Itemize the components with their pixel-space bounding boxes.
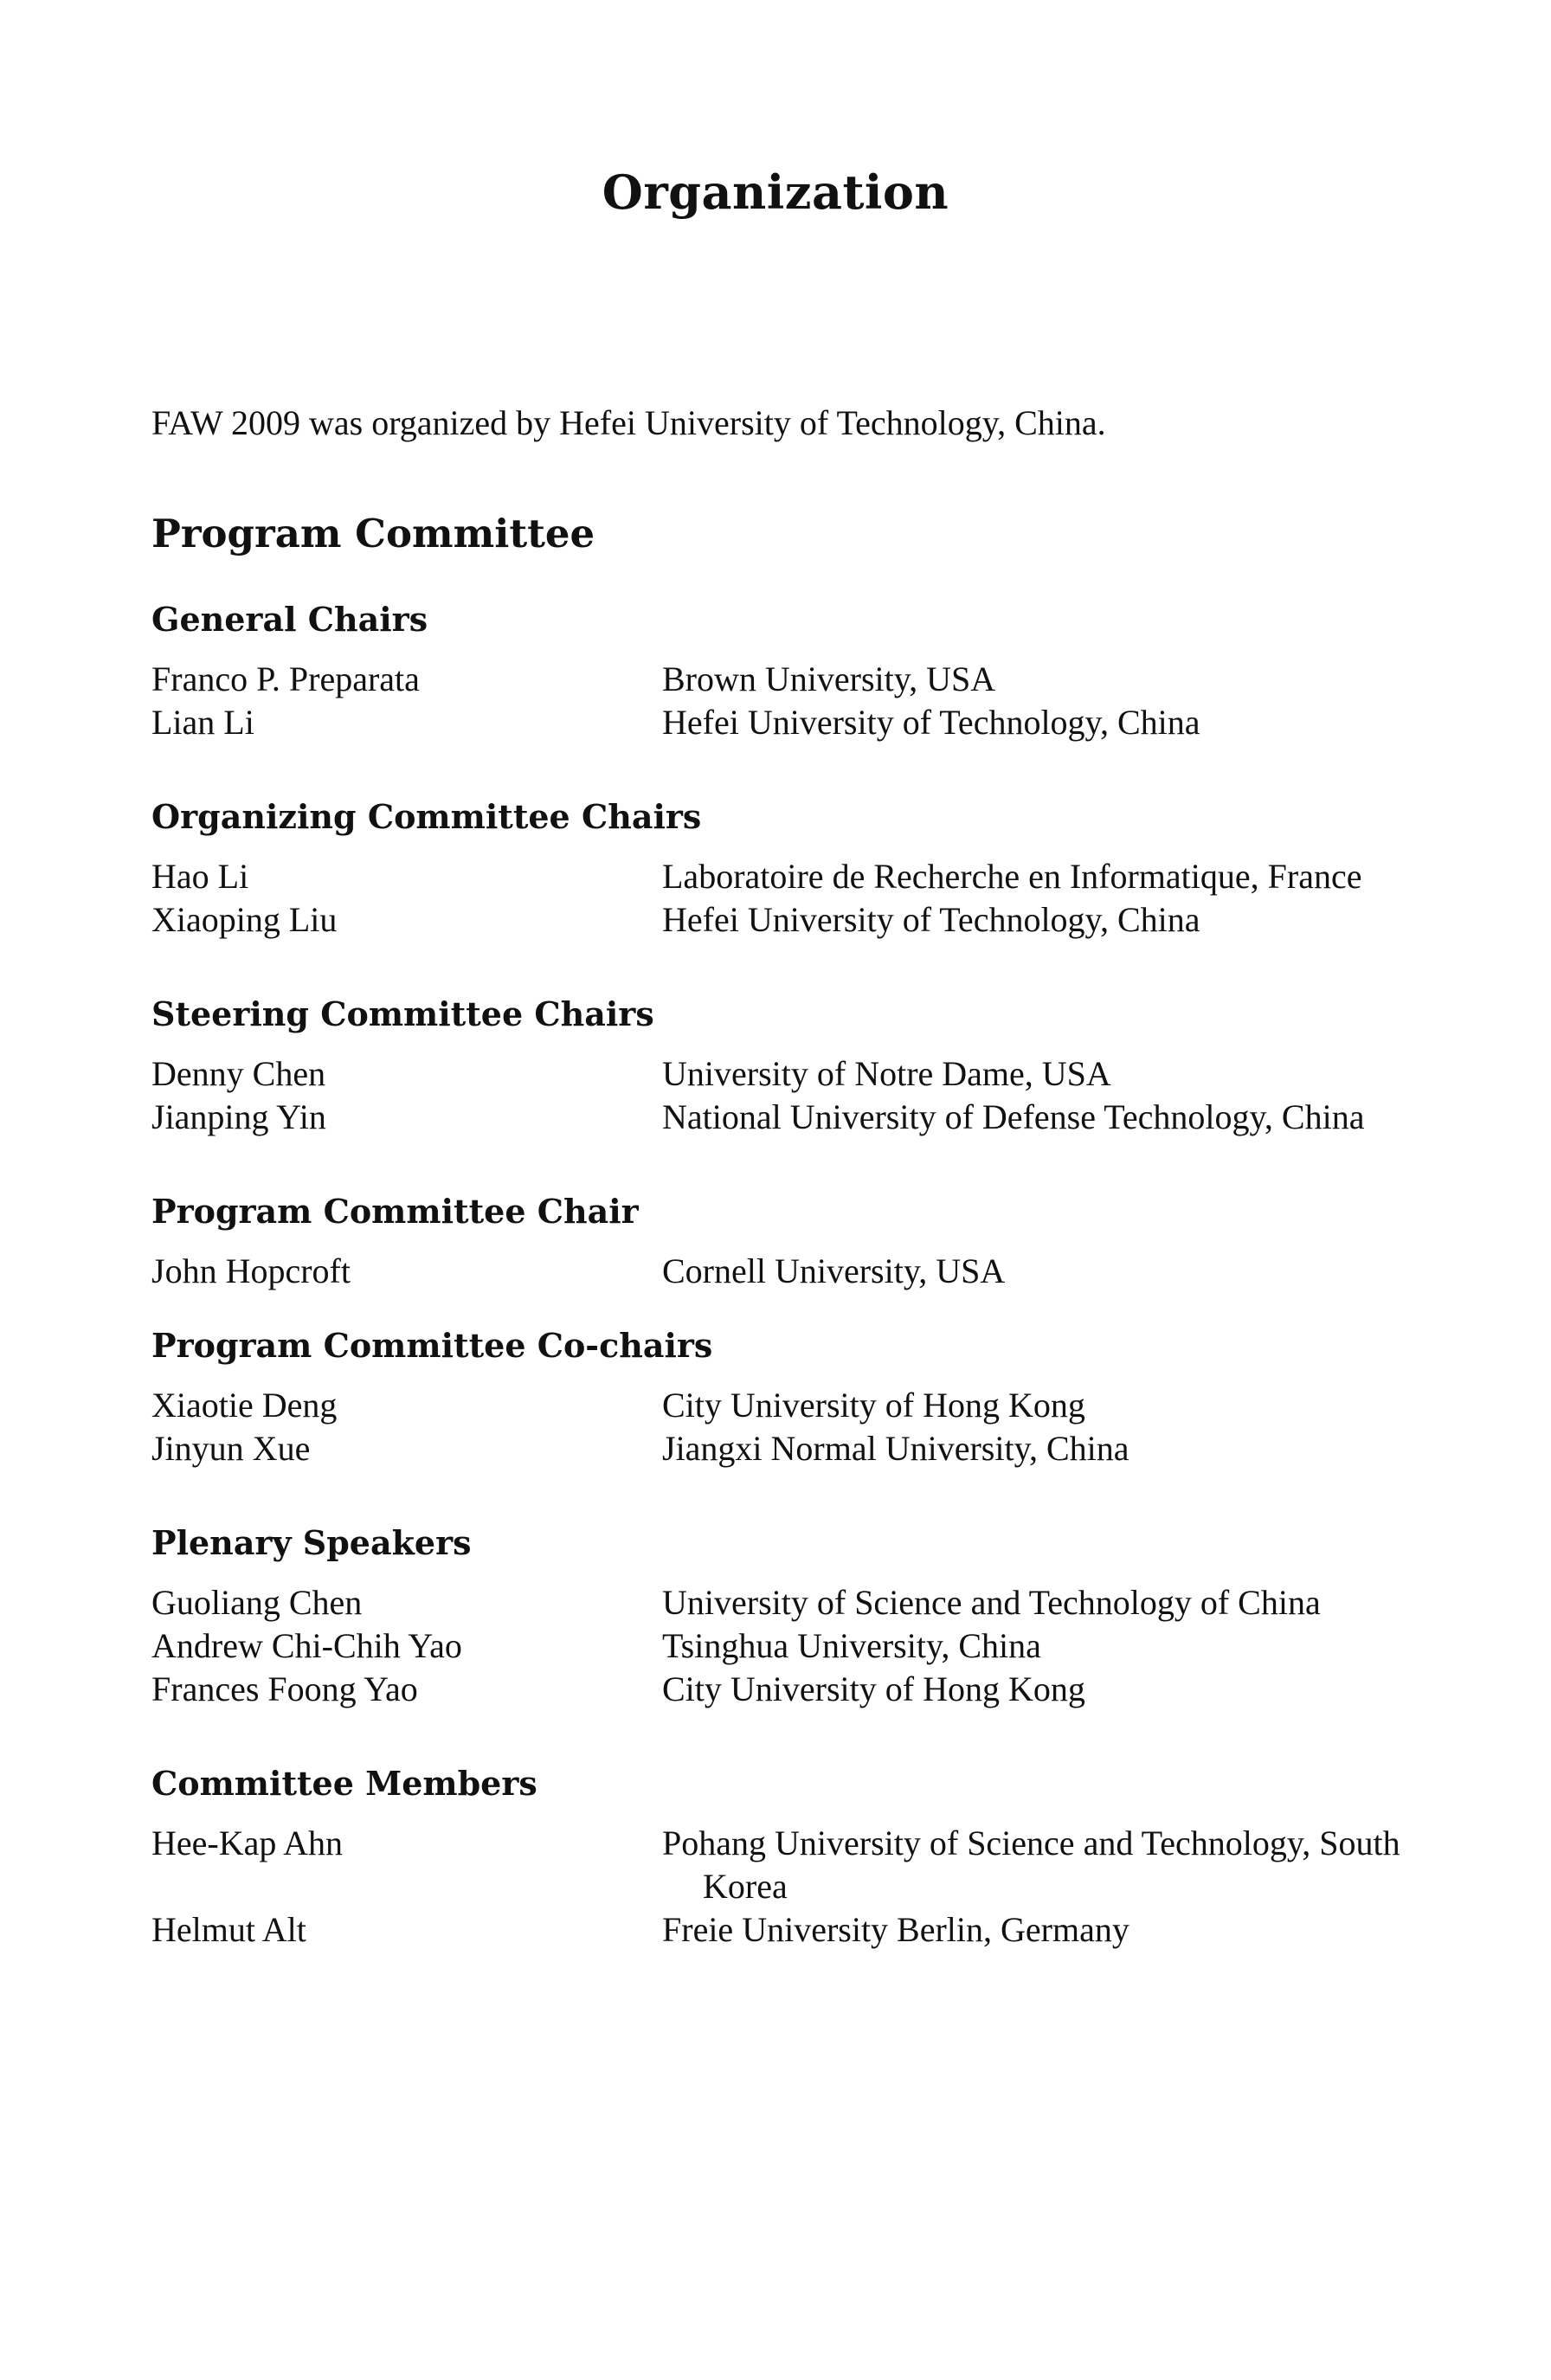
- member-affiliation: University of Notre Dame, USA: [662, 1054, 1111, 1093]
- member-row: [151, 1908, 1415, 1952]
- member-affiliation: Cornell University, USA: [662, 1251, 1006, 1290]
- member-name: Hao Li: [151, 857, 249, 896]
- intro-text: FAW 2009 was organized by Hefei University of Technology, China.: [151, 403, 1106, 442]
- member-affiliation: City University of Hong Kong: [662, 1386, 1085, 1425]
- member-name: Guoliang Chen: [151, 1583, 363, 1622]
- member-name: Jinyun Xue: [151, 1429, 311, 1468]
- member-row: [151, 1581, 1415, 1624]
- member-name: Frances Foong Yao: [151, 1669, 418, 1708]
- member-row: [151, 701, 1415, 744]
- member-row: [151, 855, 1415, 898]
- member-affiliation: Hefei University of Technology, China: [662, 900, 1200, 939]
- member-row: [151, 1822, 1415, 1908]
- member-affiliation: Hefei University of Technology, China: [662, 703, 1200, 742]
- member-affiliation: Pohang University of Science and Technology, South Korea: [662, 1824, 1400, 1906]
- member-affiliation: Freie University Berlin, Germany: [662, 1910, 1129, 1949]
- member-row: [151, 1668, 1415, 1711]
- group-general-chairs: [151, 599, 1415, 744]
- group-committee-members: [151, 1763, 1415, 1952]
- member-name: Lian Li: [151, 703, 254, 742]
- member-name: Andrew Chi-Chih Yao: [151, 1626, 462, 1665]
- member-affiliation: Jiangxi Normal University, China: [662, 1429, 1129, 1468]
- member-row: [151, 1096, 1415, 1139]
- member-affiliation: Tsinghua University, China: [662, 1626, 1041, 1665]
- member-affiliation: Laboratoire de Recherche en Informatique, France: [662, 857, 1362, 896]
- member-name: Xiaotie Deng: [151, 1386, 338, 1425]
- member-affiliation: National University of Defense Technology, China: [662, 1097, 1365, 1136]
- section-heading: Program Committee: [151, 511, 595, 556]
- group-title: General Chairs: [151, 600, 428, 639]
- group-title: Program Committee Co-chairs: [151, 1326, 713, 1365]
- member-name: Helmut Alt: [151, 1910, 306, 1949]
- group-steering-committee-chairs: [151, 994, 1415, 1139]
- committee-list: [151, 599, 1415, 1952]
- group-title: Committee Members: [151, 1764, 537, 1803]
- member-row: [151, 898, 1415, 942]
- group-title: Organizing Committee Chairs: [151, 797, 702, 836]
- group-organizing-committee-chairs: [151, 796, 1415, 942]
- member-affiliation: City University of Hong Kong: [662, 1669, 1085, 1708]
- member-name: Denny Chen: [151, 1054, 326, 1093]
- member-row: [151, 1384, 1415, 1427]
- member-affiliation: University of Science and Technology of China: [662, 1583, 1321, 1622]
- group-title: Steering Committee Chairs: [151, 994, 654, 1033]
- member-name: Xiaoping Liu: [151, 900, 338, 939]
- group-title: Program Committee Chair: [151, 1192, 639, 1231]
- member-name: Hee-Kap Ahn: [151, 1824, 344, 1862]
- page-title: Organization: [602, 164, 949, 220]
- member-name: John Hopcroft: [151, 1251, 351, 1290]
- group-program-committee-co-chairs: [151, 1325, 1415, 1470]
- member-row: [151, 1624, 1415, 1668]
- member-name: Jianping Yin: [151, 1097, 326, 1136]
- member-name: Franco P. Preparata: [151, 659, 420, 698]
- member-row: [151, 1250, 1415, 1293]
- group-plenary-speakers: [151, 1522, 1415, 1711]
- group-title: Plenary Speakers: [151, 1523, 472, 1562]
- member-row: [151, 1052, 1415, 1096]
- member-affiliation: Brown University, USA: [662, 659, 996, 698]
- group-program-committee-chair: [151, 1191, 1415, 1293]
- member-row: [151, 1427, 1415, 1470]
- member-row: [151, 658, 1415, 701]
